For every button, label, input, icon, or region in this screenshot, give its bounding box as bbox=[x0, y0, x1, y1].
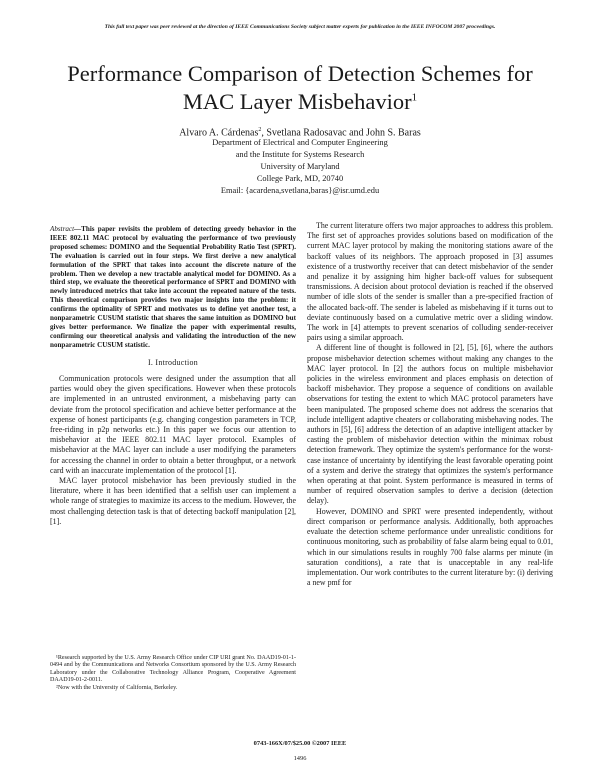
copyright-line: 0743-166X/07/$25.00 ©2007 IEEE bbox=[253, 740, 347, 747]
left-column bbox=[50, 225, 296, 527]
title-line-2: MAC Layer Misbehavior bbox=[182, 89, 412, 114]
title-line-1: Performance Comparison of Detection Schemes for bbox=[67, 61, 533, 86]
right-column bbox=[307, 221, 553, 588]
affiliation-line: and the Institute for Systems Research bbox=[235, 150, 365, 159]
footnote-2: ²Now with the University of California, Berkeley. bbox=[56, 684, 178, 691]
body-paragraph: Communication protocols were designed under the assumption that all parties would obey the given specifications. However when these protocols are implemented in an untrusted environment, a misbehaving party can deviate from the protocol specification and achieve better performance at the expense of honest participants (e.g. changing congestion parameters in TCP, free-riding in p2p networks etc.) In this paper we focus our attention to misbehavior at the IEEE 802.11 MAC layer protocol. Examples of misbehavior at the MAC layer can include a user modifying the parameters for accessing the channel in order to obtain a better throughput, or a network card with an inaccurate implementation of the protocol [1]. bbox=[50, 373, 296, 475]
body-paragraph: MAC layer protocol misbehavior has been previously studied in the literature, where it has been identified that a selfish user can implement a whole range of strategies to maximize its access to the medium. However, the most challenging detection task is that of detecting backoff manipulation [2], [1]. bbox=[50, 475, 296, 526]
author-rest: , Svetlana Radosavac and John S. Baras bbox=[261, 127, 421, 139]
header-note: This full text paper was peer reviewed at the direction of IEEE Communications Society subject matter experts for publication in the IEEE INFOCOM 2007 proceedings. bbox=[104, 24, 496, 30]
section-heading: I. Introduction bbox=[147, 357, 199, 367]
abstract-label: Abstract bbox=[50, 225, 75, 233]
title-footnote-mark: 1 bbox=[411, 91, 418, 104]
affiliation-line: University of Maryland bbox=[260, 162, 340, 171]
paper-title bbox=[40, 60, 560, 116]
affiliation-block bbox=[80, 137, 520, 197]
affiliation-line: College Park, MD, 20740 bbox=[256, 174, 344, 183]
affiliation-line: Department of Electrical and Computer Engineering bbox=[212, 138, 388, 147]
body-paragraph: However, DOMINO and SPRT were presented independently, without direct comparison or performance analysis. Additionally, both approaches evaluate the detection scheme performance under unrealistic conditions for continuous monitoring, such as probability of false alarm being equal to 0.01, which in our simulations results in roughly 700 false alarms per minute (in saturation conditions), a rate that is unacceptable in any real-life implementation. Our work contributes to the current literature by: (i) deriving a new pmf for bbox=[307, 506, 553, 588]
abstract bbox=[50, 225, 296, 350]
page-number: 1496 bbox=[293, 755, 307, 762]
body-paragraph: A different line of thought is followed in [2], [5], [6], where the authors propose misbehavior detection schemes without making any changes to the MAC layer protocol. In [2] the authors focus on multiple misbehavior policies in the wireless environment and places emphasis on detection of backoff misbehavior. They propose a sequence of conditions on available observations for testing the extent to which MAC protocol parameters have been manipulated. The proposed scheme does not address the scenarios that include intelligent adaptive cheaters or collaborating misbehaving nodes. The authors in [5], [6] address the detection of an adaptive intelligent attacker by casting the problem of misbehavior detection within the minimax robust detection framework. They optimize the system's performance for the worst-case instance of uncertainty by identifying the least favorable operating point of a system and derive the strategy that optimizes the system's performance when operating at that point. System performance is measured in terms of number of required observation samples to derive a decision (detection delay). bbox=[307, 343, 553, 506]
abstract-body: —This paper revisits the problem of detecting greedy behavior in the IEEE 802.11 MAC protocol by evaluating the performance of two previously proposed schemes: DOMINO and the Sequential Probability Ratio Test (SPRT). The evaluation is carried out in four steps. We first derive a new analytical formulation of the SPRT that takes into account the discrete nature of the problem. Then we develop a new tractable analytical model for DOMINO. As a third step, we evaluate the theoretical performance of SPRT and DOMINO with newly introduced metrics that take into account the repeated nature of the tests. This theoretical comparison provides two major insights into the problem: it confirms the optimality of SPRT and motivates us to define yet another test, a nonparametric CUSUM statistic that shares the same intuition as DOMINO but gives better performance. We finalize the paper with experimental results, confirming our theoretical analysis and validating the introduction of the new nonparametric CUSUM statistic. bbox=[50, 225, 296, 349]
author-first: Alvaro A. Cárdenas bbox=[179, 127, 259, 139]
affiliation-email: Email: {acardena,svetlana,baras}@isr.umd.edu bbox=[220, 186, 380, 195]
footnotes bbox=[50, 655, 296, 692]
footnote-1: ¹Research supported by the U.S. Army Research Office under CIP URI grant No. DAAD19-01-1-0494 and by the Communications and Networks Consortium sponsored by the U.S. Army Research Laboratory under the Collaborative Technology Alliance Program, Cooperative Agreement DAAD19-01-2-0011. bbox=[50, 655, 296, 684]
author-footnote-mark: 2 bbox=[258, 127, 262, 133]
body-paragraph: The current literature offers two major approaches to address this problem. The first set of approaches provides solutions based on modification of the current MAC layer protocol by making the monitoring stations aware of the backoff values of its neighbors. The approach proposed in [3] assumes existence of a trustworthy receiver that can detect misbehavior of the sender and penalize it by assigning him higher back-off values for subsequent transmissions. A decision about protocol deviation is reached if the observed number of idle slots of the sender is smaller than a pre-specified fraction of the allocated back-off. The sender is labeled as misbehaving if it turns out to deviate continuously based on a cumulative metric over a sliding window. The work in [4] attempts to prevent scenarios of colluding sender-receiver pairs using a similar approach. bbox=[307, 221, 553, 343]
